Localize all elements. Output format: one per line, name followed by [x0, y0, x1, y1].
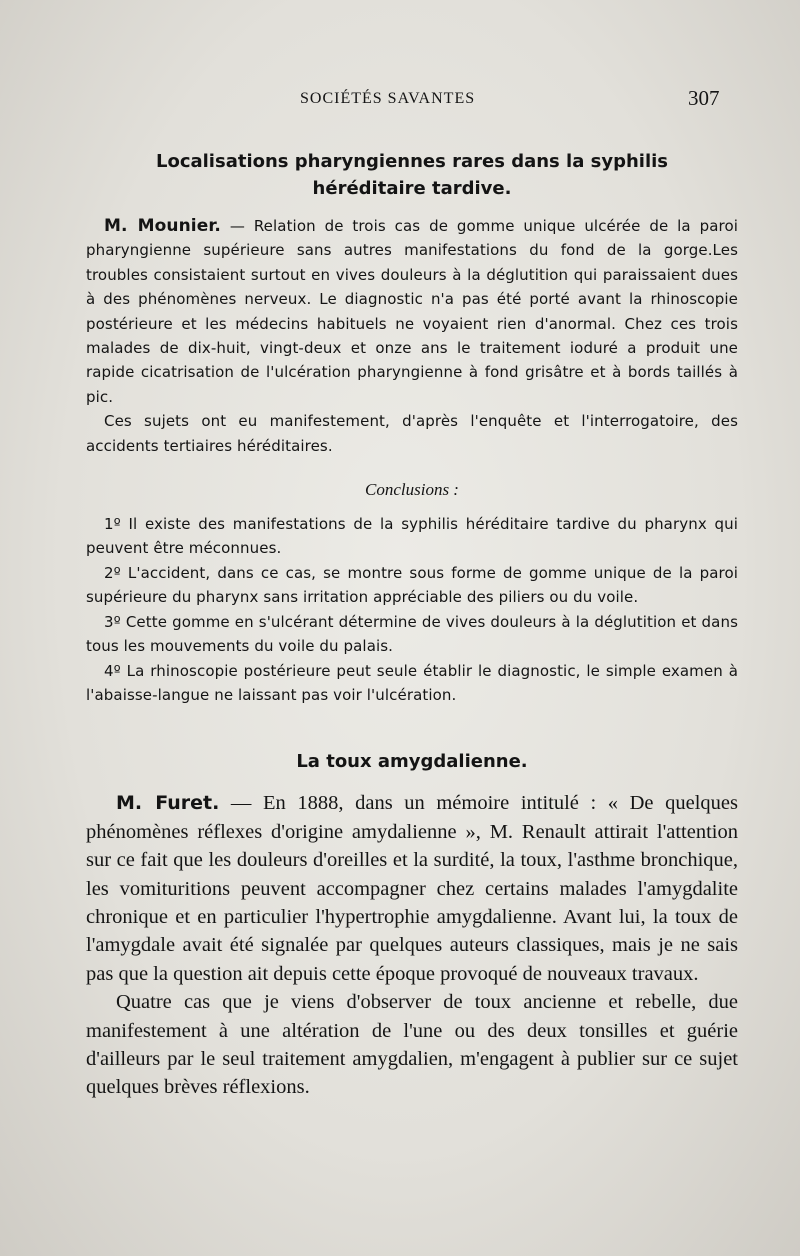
section-toux [86, 749, 738, 1101]
paragraph [86, 214, 738, 409]
page-header [0, 84, 800, 116]
paragraph [86, 789, 738, 988]
page-body [86, 148, 738, 1102]
paragraph-text: — Relation de trois cas de gomme unique ulcérée de la paroi pharyngienne supérieure sans autres manifestations du fond de la gorge.Les troubles consistaient surtout en vives douleurs à la déglutition qui paraissaient dues à des phénomènes nerveux. Le diagnostic n'a pas été porté avant la rhinoscopie postérieure et les médecins habituels ne voyaient rien d'anormal. Chez ces trois malades de dix-huit, vingt-deux et onze ans le traitement ioduré a produit une rapide cicatrisation de l'ulcération pharyngienne à fond grisâtre et à bords taillés à pic. [86, 217, 738, 406]
running-title: SOCIÉTÉS SAVANTES [300, 90, 476, 107]
paragraph-text: — En 1888, dans un mémoire intitulé : « De quelques phénomènes réflexes d'origine amydalienne », M. Renault attirait l'attention sur ce fait que les douleurs d'oreilles et la surdité, la toux, l'asthme bronchique, les vomituritions peuvent accompagner chez certains malades l'amygdalite chronique et en particulier l'hypertrophie amygdalienne. Avant lui, la toux de l'amygdale avait été signalée par quelques auteurs classiques, mais je ne sais pas que la question ait depuis cette époque provoqué de nouveaux travaux. [86, 792, 738, 985]
conclusion-item: 4º La rhinoscopie postérieure peut seule établir le diagnostic, le simple examen à l'abaisse-langue ne laissant pas voir l'ulcération. [86, 661, 738, 704]
section-syphilis [86, 148, 738, 707]
page-number: 307 [688, 86, 720, 110]
section-title-line-2: héréditaire tardive. [312, 178, 512, 199]
paragraph: Ces sujets ont eu manifestement, d'après l'enquête et l'interrogatoire, des accidents tertiaires héréditaires. [86, 412, 738, 455]
paragraph: Quatre cas que je viens d'observer de toux ancienne et rebelle, due manifestement à une altération de l'une ou des deux tonsilles et guérie d'ailleurs par le seul traitement amygdalien, m'engagent à publier sur ce sujet quelques brèves réflexions. [86, 991, 738, 1099]
section-title-line-1: Localisations pharyngiennes rares dans la syphilis [155, 151, 668, 172]
conclusion-item: 2º L'accident, dans ce cas, se montre sous forme de gomme unique de la paroi supérieure du pharynx sans irritation appréciable des piliers ou du voile. [86, 563, 738, 607]
section-title: La toux amygdalienne. [296, 751, 528, 773]
conclusion-item: 3º Cette gomme en s'ulcérant détermine de vives douleurs à la déglutition et dans tous les mouvements du voile du palais. [86, 612, 738, 656]
conclusion-item: 1º Il existe des manifestations de la syphilis héréditaire tardive du pharynx qui peuvent être méconnues. [86, 515, 738, 558]
speaker-name: M. Furet. [116, 792, 220, 815]
speaker-name: M. Mounier. [104, 216, 221, 236]
conclusions-heading: Conclusions : [365, 480, 459, 500]
section-title [86, 148, 738, 202]
